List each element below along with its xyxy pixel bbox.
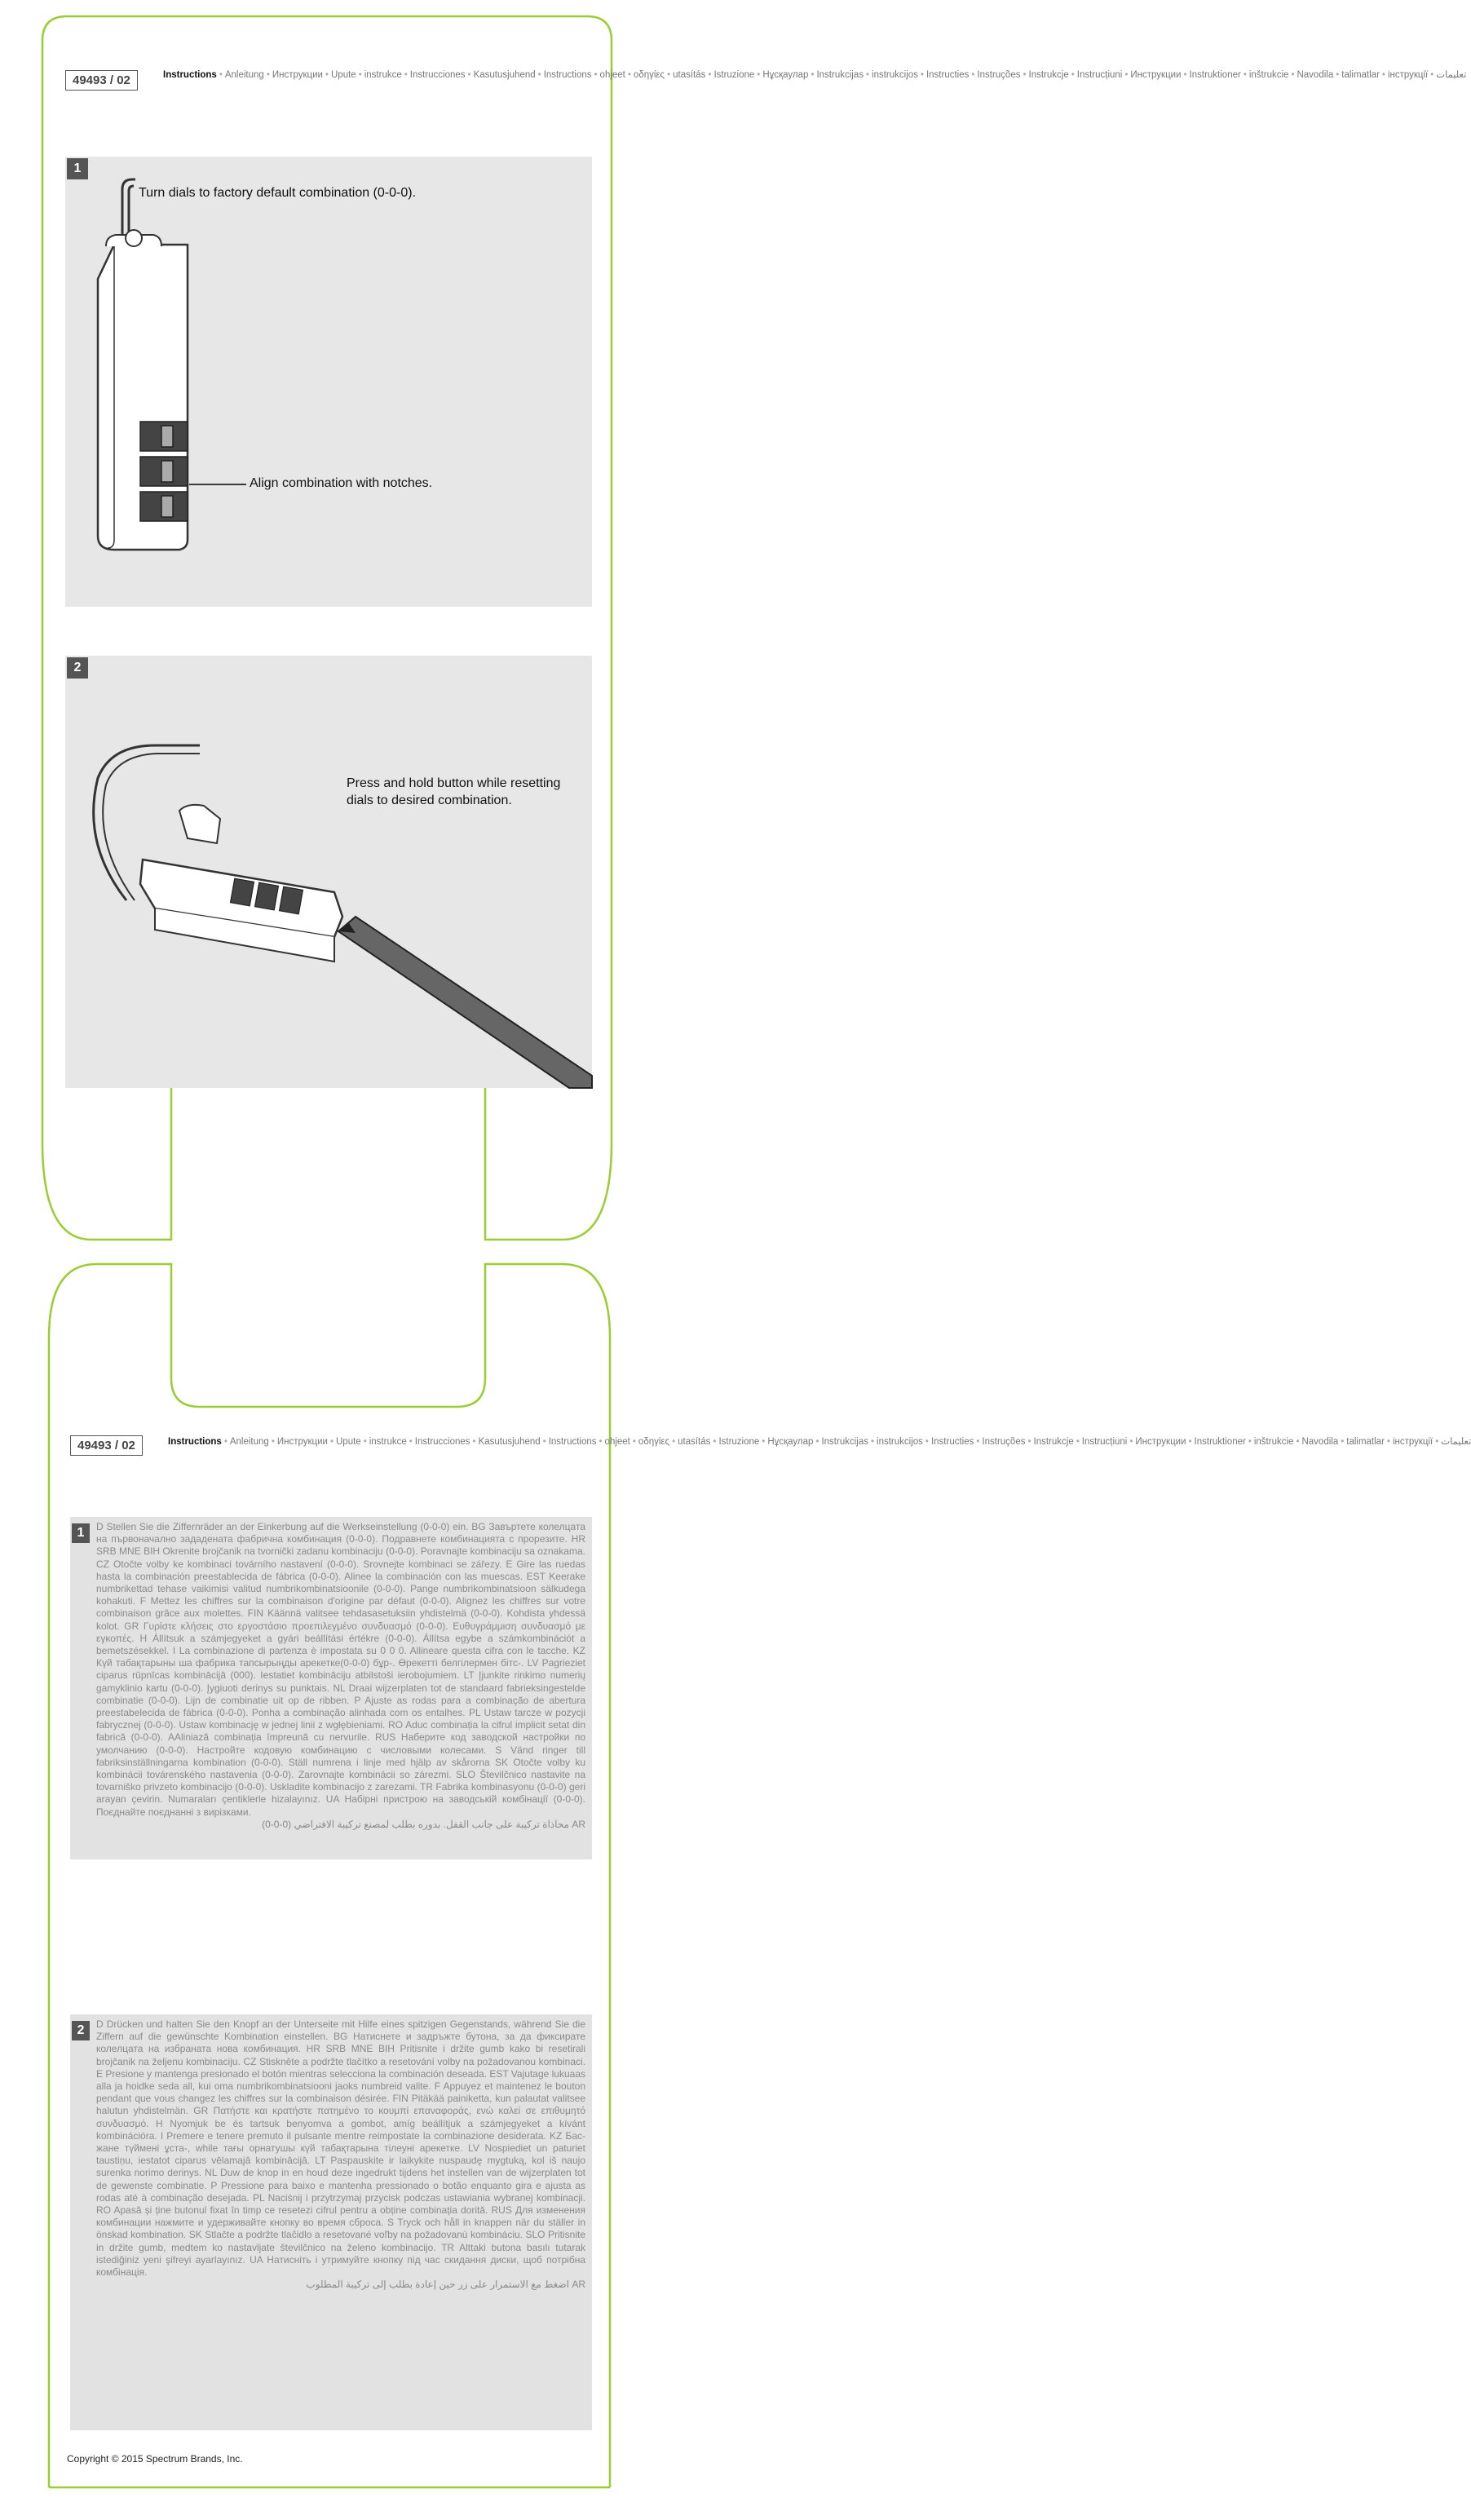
top-language-9: οδηγίες xyxy=(633,70,665,80)
top-language-13: Instrukcijas xyxy=(816,70,864,80)
bottom-language-3: Upute xyxy=(336,1437,361,1447)
language-separator: • xyxy=(1124,70,1129,80)
bottom-language-11: Istruzione xyxy=(718,1437,760,1447)
top-language-4: instrukce xyxy=(364,70,402,80)
top-language-6: Kasutusjuhend xyxy=(473,70,536,80)
padlock-illustration-button xyxy=(65,656,592,1088)
language-separator: • xyxy=(667,70,671,80)
language-separator: • xyxy=(757,70,761,80)
bottom-language-20: Instruktioner xyxy=(1194,1437,1246,1447)
top-language-1: Anleitung xyxy=(224,70,264,80)
padlock-illustration-dials xyxy=(65,157,592,607)
language-list xyxy=(163,69,1467,82)
language-separator: • xyxy=(1248,1437,1252,1447)
language-separator: • xyxy=(409,1437,413,1447)
step-2-arabic: AR اضغط مع الاستمرار على زر حين إعادة بطلب إلى تركيبة المطلوب xyxy=(306,2279,585,2291)
language-separator: • xyxy=(811,70,815,80)
language-separator: • xyxy=(627,70,631,80)
language-separator: • xyxy=(271,1437,275,1447)
top-language-20: Instruktioner xyxy=(1189,70,1241,80)
language-separator: • xyxy=(404,70,408,80)
step-2-caption: Press and hold button while resetting dials to desired combination. xyxy=(347,776,561,807)
top-language-11: Istruzione xyxy=(713,70,755,80)
bottom-language-10: utasítás xyxy=(678,1437,711,1447)
bottom-language-0: Instructions xyxy=(168,1437,222,1447)
language-separator: • xyxy=(472,1437,476,1447)
top-language-24: інструкції xyxy=(1387,70,1429,80)
language-separator: • xyxy=(632,1437,636,1447)
language-separator: • xyxy=(1381,70,1385,80)
language-separator: • xyxy=(815,1437,819,1447)
language-separator: • xyxy=(871,1437,875,1447)
language-separator: • xyxy=(329,1437,334,1447)
bottom-language-1: Anleitung xyxy=(229,1437,269,1447)
language-separator: • xyxy=(223,1437,227,1447)
bottom-language-16: Instruções xyxy=(982,1437,1026,1447)
bottom-language-13: Instrukcijas xyxy=(821,1437,868,1447)
top-language-7: Instructions xyxy=(543,70,592,80)
align-notches-caption: Align combination with notches. xyxy=(250,476,433,490)
bottom-language-12: Нұсқаулар xyxy=(767,1437,814,1447)
step-2-multilingual-text xyxy=(96,2018,585,2291)
bottom-language-24: інструкції xyxy=(1392,1437,1433,1447)
bottom-language-22: Navodila xyxy=(1301,1437,1339,1447)
bottom-language-2: Инструкции xyxy=(276,1437,328,1447)
top-language-25: تعليمات xyxy=(1436,70,1467,80)
language-separator: • xyxy=(266,70,270,80)
language-separator: • xyxy=(467,70,471,80)
language-separator: • xyxy=(1296,1437,1300,1447)
step-1-caption: Turn dials to factory default combination (0-0-0). xyxy=(139,186,417,200)
language-list-bottom xyxy=(168,1435,1471,1448)
top-language-22: Navodila xyxy=(1297,70,1334,80)
instructions-step-2-panel xyxy=(70,2014,592,2430)
language-separator: • xyxy=(1023,70,1027,80)
language-separator: • xyxy=(542,1437,546,1447)
language-separator: • xyxy=(1188,1437,1192,1447)
language-separator: • xyxy=(1076,1437,1080,1447)
language-separator: • xyxy=(762,1437,766,1447)
language-separator: • xyxy=(925,1437,929,1447)
step-1-body: D Stellen Sie die Ziffernräder an der Einkerbung auf die Werkseinstellung (0-0-0) ein. BG Завъртете колелцата на първоначално зададената фабрична комбинация (0-0-0). Подравнете комбинацията с прорезите. HR SRB MNE BIH Okrenite brojčanik na tvornički zadanu kombinaciju (0-0-0). Poravnajte kombinaciju sa oznakama. CZ Otočte volby ke kombinaci továrního nastavení (0-0-0). Srovnejte kombinaci se zářezy. E Gire las ruedas hasta la combinación preestablecida de fábrica (0-0-0). Alinee la combinación con las muescas. EST Keerake numbrikettad tehase vaikimisi valitud numbrikombinatsioonile (0-0-0). Pange numbrikombinatsioon sälkudega kohakuti. F Mettez les chiffres sur la combinaison d'origine par défaut (0-0-0). Alignez les chiffres sur votre combinaison grâce aux molettes. FIN Käännä valitsee tehdasasetuksiin yhdistelmä (0-0-0). Kohdista yhdessä kolot. GR Γυρίστε κλήσεις στο εργοστάσιο προεπιλεγμένο συνδυασμό (0-0-0). Ευθυγράμμιση συνδυασμό με εγκοπές. H Állítsuk a számjegyeket a gyári beállítási értékre (0-0-0). Állítsa egybe a számkombinációt a bemetszésekkel. I La combinazione di partenza è impostata su 0 0 0. Allineare questa cifra con le tacche. KZ Күй табақтарыны ша фабрика тапсырыңды арекетке(0-0-0) бұр-. Өрекетті белгілермен бітс-. LV Pagrieziet ciparus rūpnīcas kombinācijā (000). Iestatiet kombināciju atbilstoši ierobojumiem. LT Įjunkite rinkimo numerių gamyklinio kartu (0-0-0). Įygiuoti derinys su punktais. NL Draai wijzerplaten tot de standaard fabrieksingestelde combinatie (0-0-0). Lijn de combinatie uit op de ribben. P Ajuste as rodas para a combinação de abertura preestabelecida de fábrica (0-0-0). Ponha a combinação alinhada com os entalhes. PL Ustaw tarcze w pozycji fabrycznej (0-0-0). Ustaw kombinację w jednej linii z wgłębieniami. RO Aduc combinația la cifrul implicit setat din fabrică (0-0-0). AAliniază combinația împreună cu nervurile. RUS Наберите код заводской настройки по умолчанию (0-0-0). Настройте кодовую комбинацию с числовыми колесами. S Vänd ringer till fabriksinställningarna kombination (0-0-0). Ställ numrena i linje med hjälp av skårorna SK Otočte volby ku kombinácii továrenského nastavenia (0-0-0). Zarovnajte kombinácii so zárezmi. SLO Številčnico nastavite na tovarniško privzeto kombinacijo (0-0-0). Uskladite kombinacijo z zarezami. TR Fabrika kombinasyonu (0-0-0) geri arayan çevirin. Numaraları çentiklerle hizalayınız. UA Набірні пристрою на заводській комбінації (0-0-0). Поєднайте поєднанні з вирізками. xyxy=(96,1521,585,1818)
top-language-0: Instructions xyxy=(163,70,217,80)
step-1-panel xyxy=(65,157,592,607)
language-separator: • xyxy=(866,70,870,80)
language-separator: • xyxy=(599,1437,603,1447)
step-1-arabic: AR محاذاة تركيبة على جانب القفل. بدوره بطلب لمصنع تركيبة الافتراضي (0-0-0) xyxy=(262,1818,585,1830)
top-language-16: Instruções xyxy=(977,70,1021,80)
top-language-23: talimatlar xyxy=(1341,70,1380,80)
top-language-10: utasítás xyxy=(673,70,706,80)
language-separator: • xyxy=(1243,70,1247,80)
top-language-18: Instrucțiuni xyxy=(1076,70,1123,80)
bottom-language-14: instrukcijos xyxy=(877,1437,923,1447)
instructions-step-1-panel xyxy=(70,1517,592,1859)
language-separator: • xyxy=(1129,1437,1133,1447)
bottom-language-23: talimatlar xyxy=(1346,1437,1385,1447)
bottom-language-25: تعليمات xyxy=(1441,1437,1471,1447)
language-separator: • xyxy=(713,1437,717,1447)
product-code-bottom: 49493 / 02 xyxy=(70,1435,143,1456)
top-language-2: Инструкции xyxy=(272,70,323,80)
language-separator: • xyxy=(1291,70,1295,80)
language-separator: • xyxy=(325,70,329,80)
step-2-panel xyxy=(65,656,592,1088)
language-separator: • xyxy=(1341,1437,1345,1447)
step-2-body: D Drücken und halten Sie den Knopf an der Unterseite mit Hilfe eines spitzigen Gegenstands, während Sie die Ziffern auf die gewünschte Kombination einstellen. BG Натиснете и задръжте бутона, за да фиксирате колелцата на избраната нова комбинация. HR SRB MNE BIH Pritisnite i držite gumb kako bi resetirali brojčanik na željenu kombinaciju. CZ Stiskněte a podržte tlačítko a resetování volby na požadovanou kombinaci. E Presione y mantenga presionado el botón mientras selecciona la combinación deseada. EST Vajutage lukuaas alla ja hoidke seda all, kui oma numbrikombinatsiooni jaoks numbreid valite. F Appuyez et maintenez le bouton pendant que vous changez les chiffres sur la combinaison désirée. FIN Pitäkää painiketta, kun palautat valitsee halutun yhdistelmän. GR Πατήστε και κρατήστε πατημένο το κουμπί επαναφοράς, ενώ καλεί σε επιθυμητό συνδυασμό. H Nyomjuk be és tartsuk benyomva a gombot, amíg beállítjuk a számjegyeket a kívánt kombinációra. I Premere e tenere premuto il pulsante mentre reimpostate la combinazione desiderata. KZ Бас- жане түймені ұста-, while тағы орнатушы күй табақтарына тілеуні арекетке. LV Nospiediet un paturiet taustiņu, iestatot ciparus vēlamajā kombinācijā. LT Paspauskite ir laikykite nuspaudę mygtuką, kol iš naujo surenka norimo derinys. NL Duw de knop in en houd deze ingedrukt tijdens het instellen van de wijzerplaten tot de gewenste combinatie. P Pressione para baixo e mantenha pressionado o botão enquanto gira e ajusta as rodas até à combinação desejada. PL Naciśnij i przytrzymaj przycisk podczas ustawiania wybranej kombinacji. RO Apasă și ține butonul fixat în timp ce resetezi cifrul pentru a obține combinația dorită. RUS Для изменения комбинации нажмите и удерживайте кнопку во время сброса. S Tryck och håll in knappen när du ställer in önskad kombination. SK Stlačte a podržte tlačidlo a resetované voľby na požadovanú kombináciu. SLO Pritisnite in držite gumb, medtem ko nastavljate številčnico na želeno kombinacijo. TR Alttaki butona basılı tutarak istediğiniz yeni şifreyi ayarlayınız. UA Натисніть і утримуйте кнопку під час скидання диски, щоб потрібна комбінація. xyxy=(96,2018,585,2279)
product-code: 49493 / 02 xyxy=(65,70,138,91)
language-separator: • xyxy=(363,1437,367,1447)
top-language-19: Инструкции xyxy=(1130,70,1182,80)
text-step-1-number: 1 xyxy=(72,1523,90,1543)
top-language-21: inštrukcie xyxy=(1248,70,1289,80)
bottom-language-6: Kasutusjuhend xyxy=(478,1437,541,1447)
language-separator: • xyxy=(971,70,975,80)
step-2-number: 2 xyxy=(67,657,88,679)
language-separator: • xyxy=(708,70,712,80)
top-language-14: instrukcijos xyxy=(872,70,918,80)
bottom-language-21: inštrukcie xyxy=(1253,1437,1294,1447)
bottom-language-19: Инструкции xyxy=(1135,1437,1186,1447)
language-separator: • xyxy=(672,1437,676,1447)
bottom-language-4: instrukce xyxy=(369,1437,407,1447)
copyright: Copyright © 2015 Spectrum Brands, Inc. xyxy=(67,2453,243,2465)
bottom-language-9: οδηγίες xyxy=(638,1437,670,1447)
top-language-3: Upute xyxy=(331,70,356,80)
bottom-language-7: Instructions xyxy=(548,1437,597,1447)
bottom-language-8: ohjeet xyxy=(604,1437,630,1447)
step-1-number: 1 xyxy=(67,158,88,179)
bottom-language-18: Instrucțiuni xyxy=(1081,1437,1128,1447)
bottom-language-5: Instrucciones xyxy=(414,1437,470,1447)
top-language-5: Instrucciones xyxy=(409,70,466,80)
bottom-language-15: Instructies xyxy=(930,1437,974,1447)
language-separator: • xyxy=(1183,70,1187,80)
language-separator: • xyxy=(976,1437,980,1447)
step-1-multilingual-text xyxy=(96,1521,585,1831)
language-separator: • xyxy=(1071,70,1075,80)
language-separator: • xyxy=(1435,1437,1439,1447)
top-language-17: Instrukcje xyxy=(1028,70,1069,80)
language-separator: • xyxy=(537,70,541,80)
top-language-8: ohjeet xyxy=(599,70,625,80)
language-separator: • xyxy=(594,70,598,80)
language-separator: • xyxy=(1386,1437,1390,1447)
language-separator: • xyxy=(1336,70,1340,80)
language-separator: • xyxy=(920,70,924,80)
language-separator: • xyxy=(219,70,223,80)
text-step-2-number: 2 xyxy=(72,2021,90,2040)
language-separator: • xyxy=(1027,1437,1031,1447)
language-separator: • xyxy=(1430,70,1434,80)
bottom-language-17: Instrukcje xyxy=(1033,1437,1074,1447)
top-language-12: Нұсқаулар xyxy=(762,70,809,80)
top-language-15: Instructies xyxy=(925,70,970,80)
language-separator: • xyxy=(358,70,362,80)
